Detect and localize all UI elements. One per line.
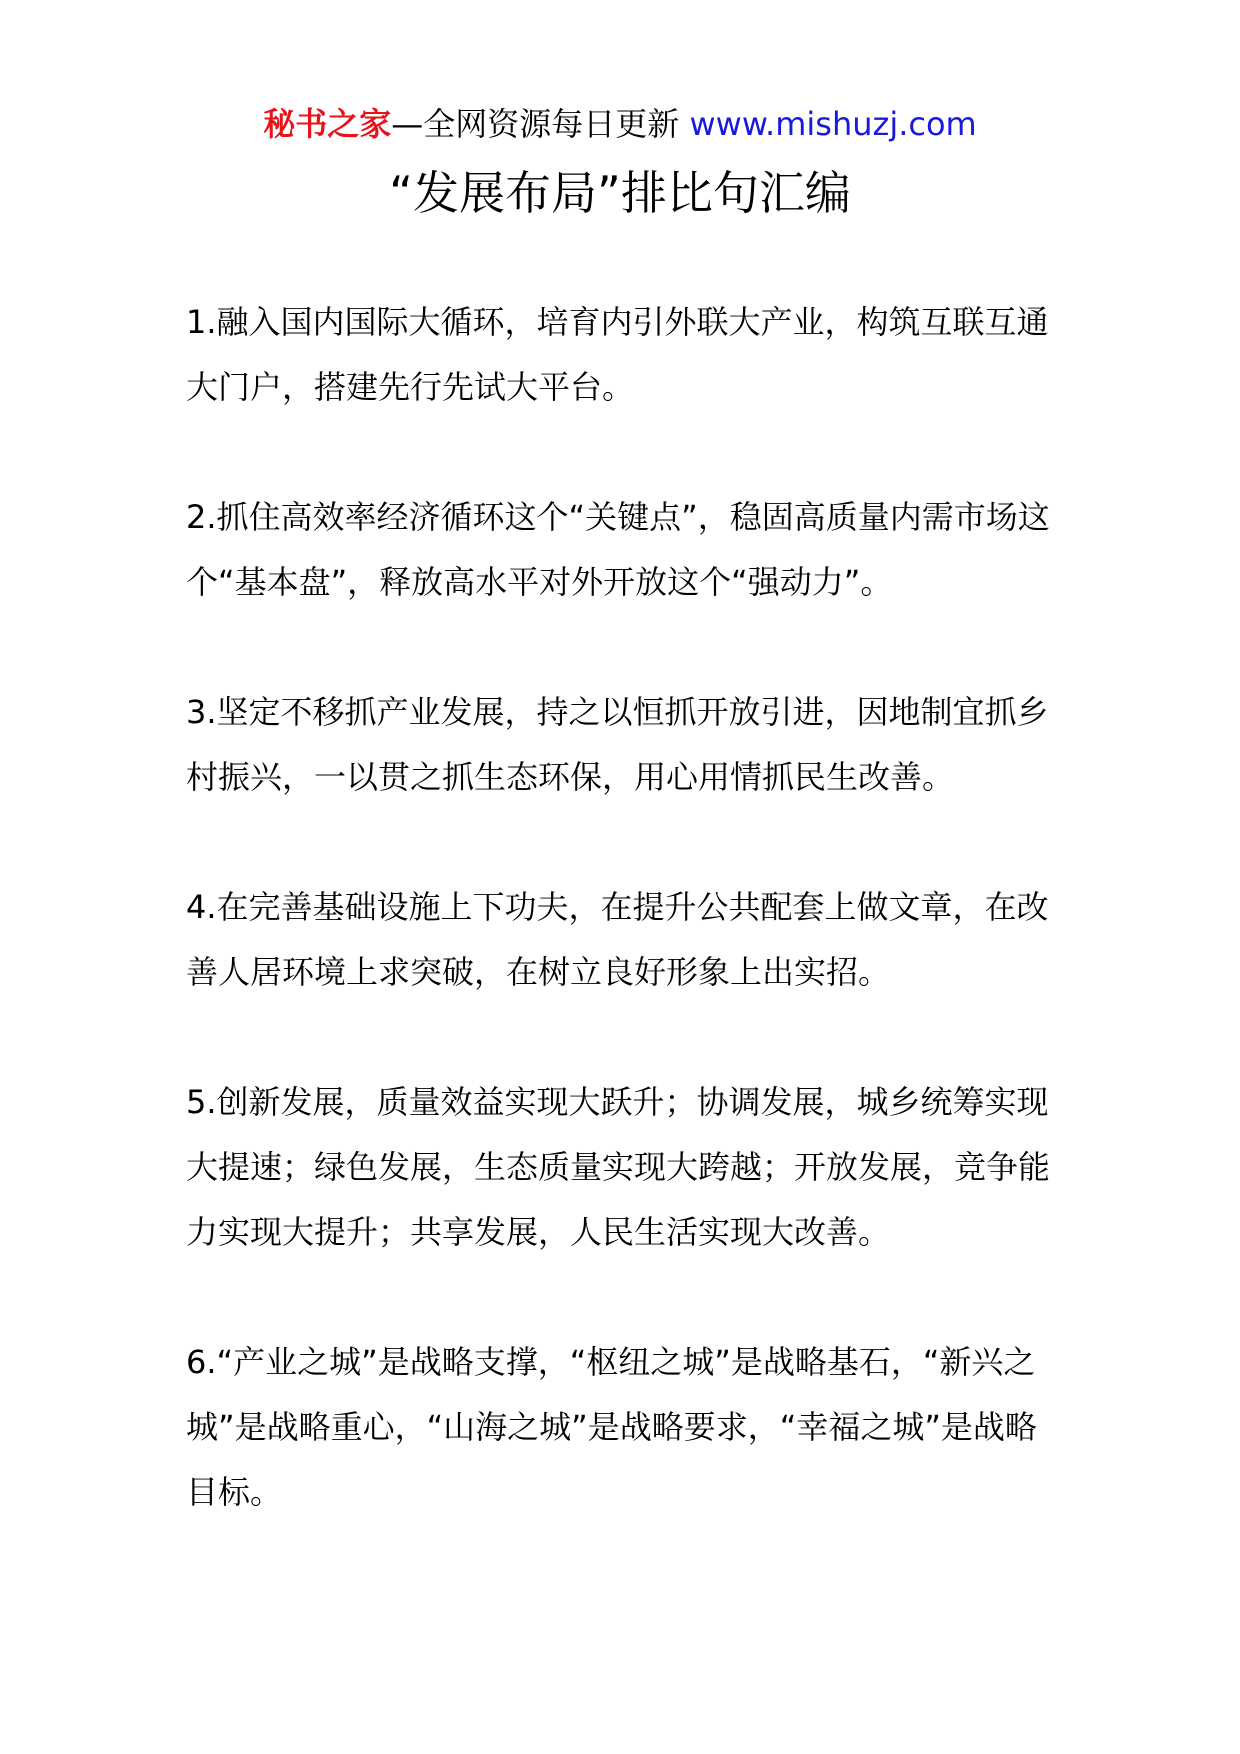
paragraph-4: 4.在完善基础设施上下功夫，在提升公共配套上做文章，在改善人居环境上求突破，在树立良好形象上出实招。 bbox=[186, 888, 1049, 991]
paragraph-6: 6.“产业之城”是战略支撑，“枢纽之城”是战略基石，“新兴之城”是战略重心，“山海之城”是战略要求，“幸福之城”是战略目标。 bbox=[186, 1343, 1037, 1511]
paragraph-5: 5.创新发展，质量效益实现大跃升；协调发展，城乡统筹实现大提速；绿色发展，生态质量实现大跨越；开放发展，竞争能力实现大提升；共享发展，人民生活实现大改善。 bbox=[186, 1083, 1051, 1251]
paragraph-3: 3.坚定不移抓产业发展，持之以恒抓开放引进，因地制宜抓乡村振兴，一以贯之抓生态环保，用心用情抓民生改善。 bbox=[186, 693, 1049, 796]
document-body bbox=[186, 290, 1066, 1590]
document-title: “发展布局”排比句汇编 bbox=[389, 166, 851, 220]
site-url-link[interactable]: www.mishuzj.com bbox=[689, 105, 977, 143]
paragraph-2: 2.抓住高效率经济循环这个“关键点”，稳固高质量内需市场这个“基本盘”，释放高水平对外开放这个“强动力”。 bbox=[186, 498, 1050, 601]
site-brand: 秘书之家 bbox=[263, 105, 392, 143]
site-header bbox=[0, 100, 1240, 148]
paragraph-1: 1.融入国内国际大循环，培育内引外联大产业，构筑互联互通大门户，搭建先行先试大平台。 bbox=[186, 303, 1049, 406]
site-tagline: —全网资源每日更新 bbox=[391, 105, 690, 143]
